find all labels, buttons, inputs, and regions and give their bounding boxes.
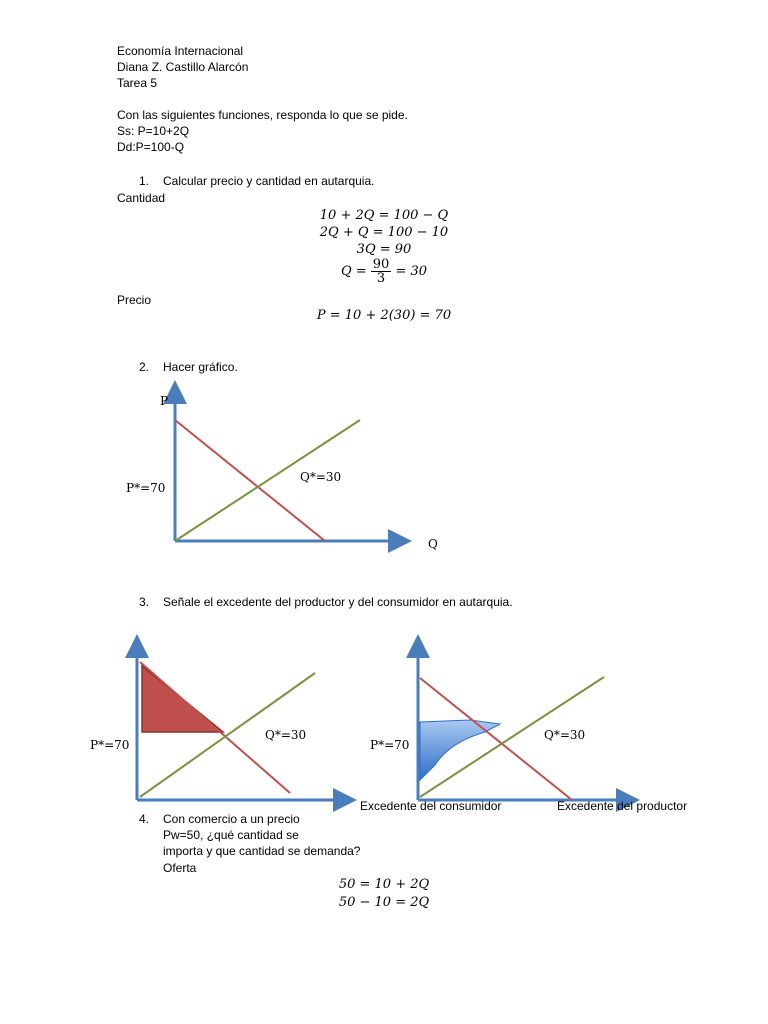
producer-surplus-label: Excedente del productor [557, 799, 688, 813]
q4-line-1: Con comercio a un precio [163, 812, 300, 826]
q3-text: Señale el excedente del productor y del consumidor en autarquia. [163, 595, 513, 609]
equation-3: 3Q = 90 [356, 242, 412, 257]
q4-line-4: Oferta [163, 861, 197, 875]
author-name: Diana Z. Castillo Alarcón [117, 60, 249, 74]
g1-axis-p-label: P [160, 394, 169, 408]
g2-p-star-label: P*=70 [90, 738, 130, 752]
q4-line-3: importa y que cantidad se demanda? [163, 844, 361, 858]
supply-function: Ss: P=10+2Q [117, 124, 190, 138]
equation-2: 2Q + Q = 100 − 10 [319, 225, 449, 240]
eq4-rhs: = 30 [395, 264, 428, 279]
q4-line-2: Pw=50, ¿qué cantidad se [163, 828, 299, 842]
g3-p-star-label: P*=70 [370, 738, 410, 752]
g1-p-star-label: P*=70 [126, 481, 166, 495]
equation-5: P = 10 + 2(30) = 70 [316, 308, 452, 323]
g2-q-star-label: Q*=30 [265, 728, 307, 742]
graph-2 [137, 646, 345, 800]
q4-number: 4. [139, 812, 150, 826]
intro-text: Con las siguientes funciones, responda lo que se pide. [117, 108, 408, 122]
q3-number: 3. [139, 595, 150, 609]
g1-axis-q-label: Q [428, 537, 438, 551]
precio-label: Precio [117, 293, 152, 307]
graph-3 [418, 646, 628, 800]
g1-q-star-label: Q*=30 [300, 470, 342, 484]
graph-1 [175, 392, 400, 541]
assignment-title: Tarea 5 [117, 76, 158, 90]
eq4-lhs: Q = [340, 264, 367, 279]
q1-number: 1. [139, 174, 150, 188]
consumer-surplus-label: Excedente del consumidor [360, 799, 502, 813]
equation-1: 10 + 2Q = 100 − Q [319, 208, 449, 223]
g3-q-star-label: Q*=30 [544, 728, 586, 742]
q4-equation-2: 50 − 10 = 2Q [338, 895, 430, 910]
q1-text: Calcular precio y cantidad en autarquia. [163, 174, 375, 188]
eq4-numerator: 90 [372, 257, 390, 272]
demand-function: Dd:P=100-Q [117, 140, 185, 154]
q4-equation-1: 50 = 10 + 2Q [338, 877, 430, 892]
q2-number: 2. [139, 360, 150, 374]
eq4-denominator: 3 [376, 271, 386, 286]
q2-text: Hacer gráfico. [163, 360, 238, 374]
cantidad-label: Cantidad [117, 191, 166, 205]
course-name: Economía Internacional [117, 44, 244, 58]
